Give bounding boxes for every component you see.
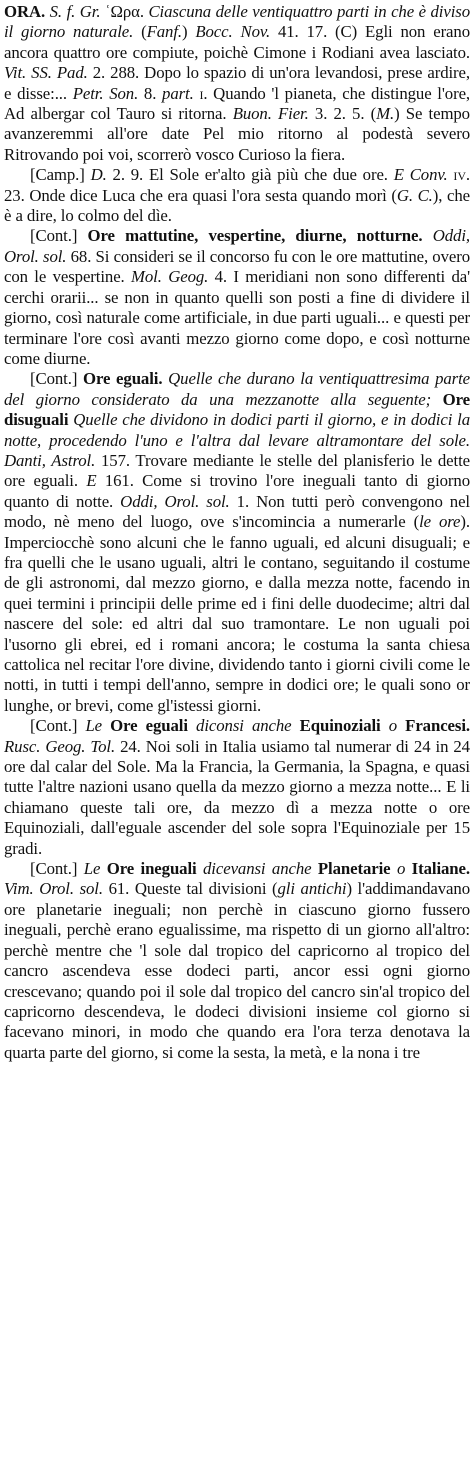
- bold-term: Ore eguali: [110, 716, 188, 736]
- italic-text: D.: [90, 165, 107, 185]
- italic-text: Le: [85, 716, 103, 736]
- text-run: 2. 288. Dopo lo spazio di un'ora levandosi, prese ardire, e disse:...: [4, 63, 470, 103]
- italic-text: dicevansi anche: [203, 859, 312, 879]
- dictionary-paragraph: [4, 2, 470, 165]
- dictionary-paragraph: [4, 716, 470, 859]
- text-run: 1. Non tutti però convengono nel modo, nè meno del luogo, ove s'incomincia a numerarle (: [4, 491, 470, 532]
- roman-numeral: i: [199, 83, 204, 103]
- italic-text: Bocc. Nov.: [195, 22, 271, 42]
- italic-text: part.: [162, 83, 194, 103]
- italic-text: Oddi, Orol. sol.: [120, 491, 230, 511]
- italic-text: Rusc. Geog. Tol.: [4, 736, 116, 756]
- text-run: [188, 716, 196, 735]
- text-run: [Camp.]: [30, 165, 91, 185]
- dictionary-paragraph: [4, 369, 470, 716]
- text-run: 61. Queste tal divisioni (: [102, 879, 278, 899]
- italic-text: Quelle che durano la ventiquattresima parte del giorno considerato da una mezzanotte alla seguente;: [4, 369, 470, 409]
- italic-text: S. f. Gr.: [49, 2, 101, 21]
- text-run: 41. 17. (C) Egli non erano ancora quattro ore compiute, poichè Cimone i Rodiani avea lasciato.: [4, 22, 470, 62]
- bold-term: Italiane.: [411, 859, 470, 879]
- italic-text: Ciascuna delle ventiquattro parti in che è diviso il giorno naturale.: [4, 2, 470, 42]
- bold-term: Ore mattutine, vespertine, diurne, notturne.: [87, 226, 423, 246]
- bold-term: Ore eguali.: [83, 369, 163, 389]
- text-run: 4. I meridiani non sono differenti da' cerchi orarii... se non in quanto quelli son posti a fine di dividere il giorno, così naturale come artificiale, in due parti uguali... e questi per terminare l'ore così avanti mezzo giorno come dopo, e così notturne come diurne.: [4, 267, 471, 368]
- bold-term: Ore ineguali: [106, 859, 197, 879]
- text-run: 157. Trovare mediante le stelle del planisferio le dette ore eguali.: [4, 450, 471, 491]
- bold-term: Planetarie: [317, 859, 391, 879]
- dictionary-paragraph: [4, 859, 470, 1063]
- italic-text: le ore: [419, 512, 461, 532]
- bold-term: Equinoziali: [299, 716, 381, 736]
- bold-term: Ore disuguali: [4, 389, 470, 430]
- dictionary-paragraph: [4, 165, 470, 226]
- text-run: [397, 716, 405, 735]
- text-run: 161. Come si trovino l'ore ineguali tanto di giorno quanto di notte.: [4, 471, 470, 511]
- text-run: [431, 390, 443, 409]
- text-run: [422, 226, 432, 245]
- text-run: ), che è a dire, lo colmo del dìe.: [4, 185, 470, 226]
- italic-text: E: [86, 471, 97, 491]
- dictionary-page: [4, 2, 470, 1063]
- text-run: . Quando 'l pianeta, che distingue l'ore, Ad albergar col Tauro si ritorna.: [4, 83, 471, 124]
- text-run: ) Se tempo avanzeremmi all'ore date Pel mio ritorno al podestà severo Ritrovando poi voi, scorrerò vosco Curioso la fiera.: [4, 104, 470, 164]
- italic-text: M.: [376, 104, 395, 124]
- italic-text: o: [388, 716, 398, 736]
- italic-text: Le: [83, 859, 101, 879]
- text-run: 2. 9. El Sole er'alto già più che due ore.: [106, 165, 394, 185]
- text-run: . 23. Onde dice Luca che era quasi l'ora sesta quando morì (: [4, 165, 470, 205]
- text-run: ). Imperciocchè sono alcuni che le fanno uguali, ed alcuni disuguali; e fra quelli che le usano uguali, altri le contano, seguitando il costume de gli astronomi, dal mezzo giorno, e dalla mezza notte, facendo in quei termini i principii delle prime ed i fini delle duodecime; altri dal nascere del sole: ed altri dal suo tramontare. Le non uguali poi l'usorno gli ebrei, ed i romani ancora; le costuma la santa chiesa cattolica nel recitar l'ore divine, dividendo tanto i giorni civili come le notti, in tutti i tempi dell'anno, sempre in dodici ore; le quali sono or lunghe, or brevi, come gl'istessi giorni.: [4, 512, 470, 715]
- text-run: [102, 716, 110, 735]
- italic-text: Oddi, Orol. sol.: [4, 226, 470, 266]
- bold-term: ORA.: [4, 2, 46, 21]
- text-run: [292, 716, 300, 735]
- text-run: 68. Si consideri se il concorso fu con le ore mattutine, overo con le vespertine.: [4, 246, 470, 287]
- text-run: 8.: [138, 83, 163, 103]
- italic-text: Vim. Orol. sol.: [4, 879, 103, 899]
- italic-text: Petr. Son.: [72, 83, 139, 103]
- text-run: (: [133, 22, 147, 42]
- italic-text: Fanf.: [146, 22, 182, 42]
- italic-text: Buon. Fier.: [232, 104, 309, 124]
- bold-term: Francesi.: [405, 716, 470, 736]
- text-run: [Cont.]: [30, 226, 88, 246]
- italic-text: gli antichi: [277, 879, 347, 899]
- text-run: ) l'addimandavano ore planetarie ineguali; non perchè in ciascuno giorno fussero ineguali, perchè erano egualissime, ma rispetto di un giorno all'altro: perchè mentre che 'l sole dal tropico del capricorno al tropico del cancro ascendeva esse dodeci parti, ancor essi ogni giorno crescevano; quando poi il sole dal tropico del cancro sin'al tropico del capricorno descendeva, le dodeci divisioni insieme col giorno si facevano minori, in modo che quando era l'ora terza denotava la quarta parte del giorno, si come la sesta, la metà, e la nona i tre: [4, 879, 470, 1062]
- italic-text: Vit. SS. Pad.: [4, 63, 88, 83]
- text-run: ʿΩρα.: [100, 2, 149, 21]
- text-run: ): [181, 22, 196, 42]
- italic-text: Mol. Geog.: [131, 267, 209, 287]
- italic-text: G. C.: [396, 185, 433, 205]
- dictionary-paragraph: [4, 226, 470, 369]
- italic-text: Danti, Astrol.: [4, 450, 96, 470]
- italic-text: Quelle che dividono in dodici parti il giorno, e in dodici la notte, procedendo l'uno e l'altra dal levare altramontare del sole.: [4, 410, 470, 450]
- text-run: 3. 2. 5. (: [308, 104, 377, 124]
- italic-text: o: [396, 859, 406, 879]
- roman-numeral: iv: [453, 165, 466, 185]
- text-run: [381, 716, 389, 735]
- italic-text: E Conv.: [393, 165, 448, 185]
- text-run: 24. Noi soli in Italia usiamo tal numerar di 24 in 24 ore dal calar del Sole. Ma la Francia, la Germania, la Spagna, e quasi tutte l'altre nazioni usano quella da mezzo giorno a mezza notte... E li chiamano queste tali ore, da mezzo dì a mezza notte o ore Equinoziali, dall'eguale ascender del sole sopra l'Equinoziale per 15 gradi.: [4, 736, 470, 858]
- text-run: [Cont.]: [30, 716, 86, 736]
- text-run: [Cont.]: [30, 859, 84, 879]
- italic-text: diconsi anche: [196, 716, 292, 736]
- text-run: [Cont.]: [30, 369, 84, 389]
